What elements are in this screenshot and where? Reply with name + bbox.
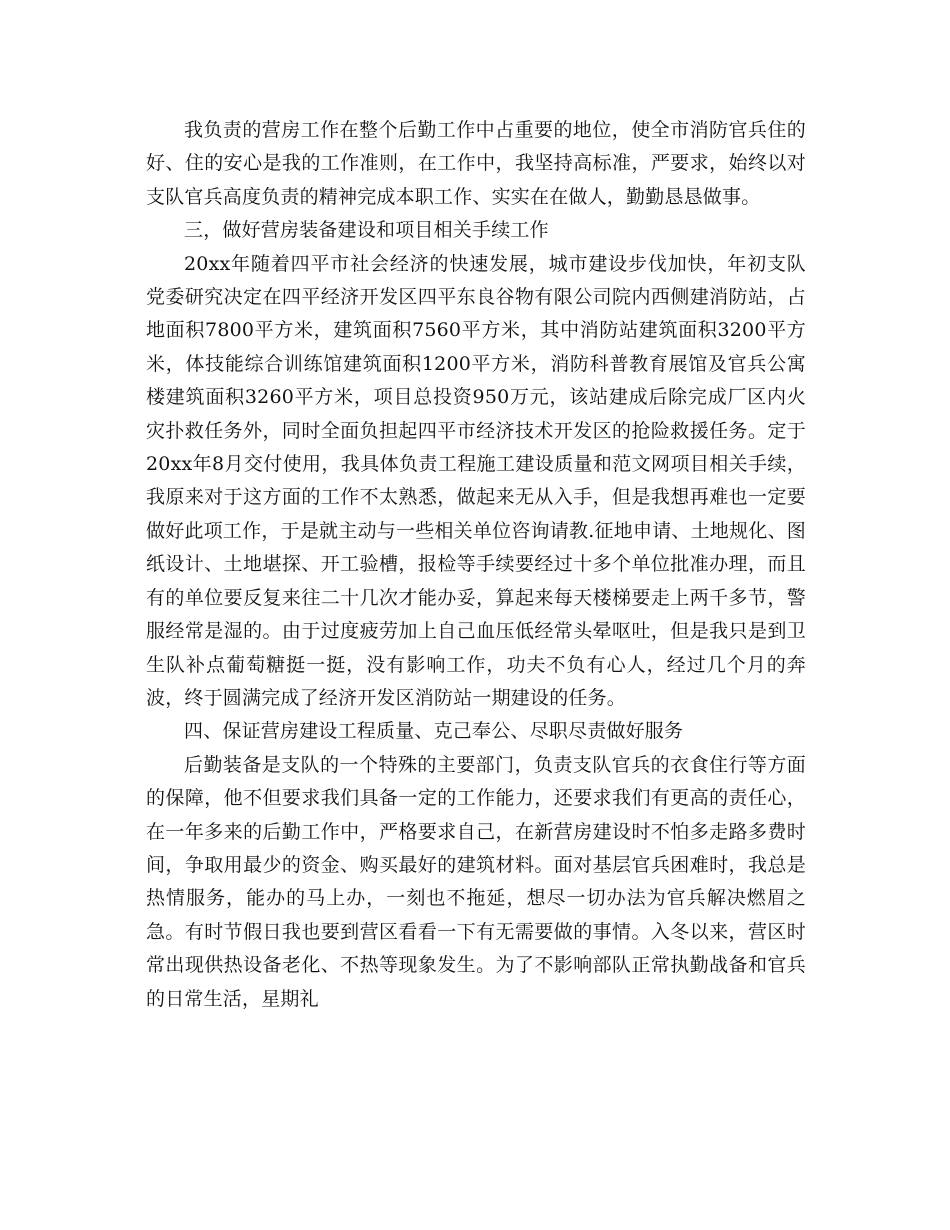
section-heading-four: 四、保证营房建设工程质量、克己奉公、尽职尽责做好服务 <box>184 720 684 743</box>
document-body <box>146 114 806 1016</box>
paragraph-logistics-service: 后勤装备是支队的一个特殊的主要部门，负责支队官兵的衣食住行等方面的保障，他不但要求我们具备一定的工作能力，还要求我们有更高的责任心，在一年多来的后勤工作中，严格要求自己，在新营房建设时不怕多走路多费时间，争取用最少的资金、购买最好的建筑材料。面对基层官兵困难时，我总是热情服务，能办的马上办，一刻也不拖延，想尽一切办法为官兵解决燃眉之急。有时节假日我也要到营区看看一下有无需要做的事情。入冬以来，营区时常出现供热设备老化、不热等现象发生。为了不影响部队正常执勤战备和官兵的日常生活，星期礼 <box>146 753 806 1010</box>
paragraph-housing-responsibility: 我负责的营房工作在整个后勤工作中占重要的地位，使全市消防官兵住的好、住的安心是我的工作准则，在工作中，我坚持高标准，严要求，始终以对支队官兵高度负责的精神完成本职工作、实实在在做人，勤勤恳恳做事。 <box>146 119 806 208</box>
paragraph-fire-station-project: 20xx年随着四平市社会经济的快速发展，城市建设步伐加快，年初支队党委研究决定在四平经济开发区四平东良谷物有限公司院内西侧建消防站，占地面积7800平方米，建筑面积7560平方米，其中消防站建筑面积3200平方米，体技能综合训练馆建筑面积1200平方米，消防科普教育展馆及官兵公寓楼建筑面积3260平方米，项目总投资950万元，该站建成后除完成厂区内火灾扑救任务外，同时全面负担起四平市经济技术开发区的抢险救援任务。定于20xx年8月交付使用，我具体负责工程施工建设质量和范文网项目相关手续，我原来对于这方面的工作不太熟悉，做起来无从入手，但是我想再难也一定要做好此项工作，于是就主动与一些相关单位咨询请教.征地申请、土地规化、图纸设计、土地堪探、开工验槽，报检等手续要经过十多个单位批准办理，而且有的单位要反复来往二十几次才能办妥，算起来每天楼梯要走上两千多节，警服经常是湿的。由于过度疲劳加上自己血压低经常头晕呕吐，但是我只是到卫生队补点葡萄糖挺一挺，没有影响工作，功夫不负有心人，经过几个月的奔波，终于圆满完成了经济开发区消防站一期建设的任务。 <box>146 252 806 709</box>
section-heading-three: 三，做好营房装备建设和项目相关手续工作 <box>184 219 549 242</box>
